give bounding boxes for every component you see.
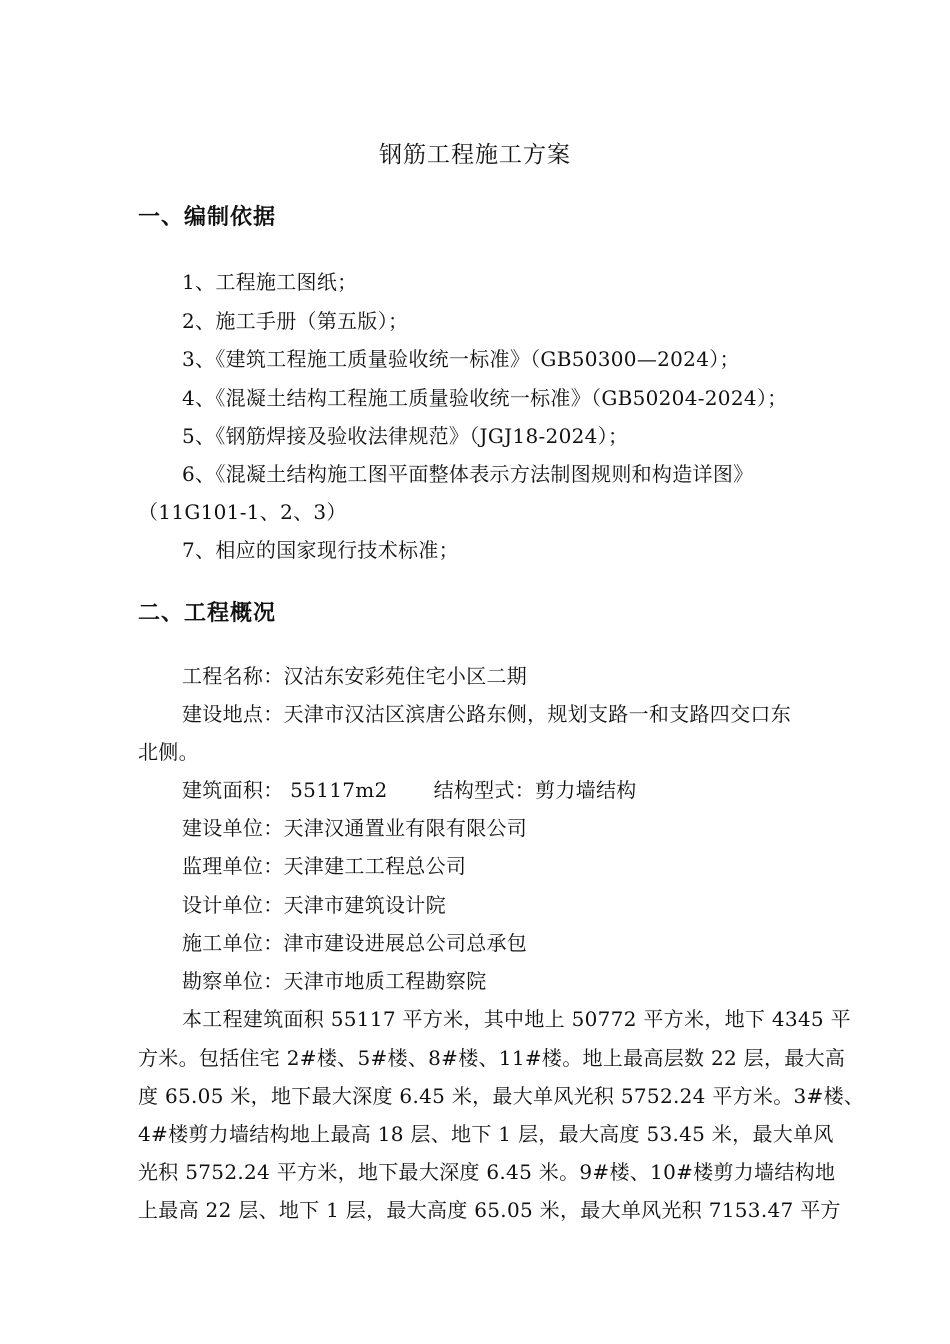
- description-line: 度 65.05 米，地下最大深度 6.45 米，最大单风光积 5752.24 平方米。3#楼、: [138, 1084, 865, 1108]
- area-and-structure: [182, 774, 637, 803]
- basis-item: 3、《建筑工程施工质量验收统一标准》（GB50300—2024）；: [182, 347, 740, 371]
- project-location-continued: 北侧。: [138, 740, 199, 764]
- basis-item: 7、相应的国家现行技术标准；: [182, 538, 459, 562]
- section-heading-overview: 二、工程概况: [138, 601, 277, 626]
- basis-item: 2、施工手册（第五版）；: [182, 309, 409, 333]
- design-unit: 设计单位：天津市建筑设计院: [182, 893, 446, 917]
- supervisor-unit: 监理单位：天津建工工程总公司: [182, 854, 467, 878]
- basis-item: 5、《钢筋焊接及验收法律规范》（JGJ18-2024）；: [182, 424, 629, 448]
- description-line: 本工程建筑面积 55117 平方米，其中地上 50772 平方米，地下 4345 平: [182, 1007, 851, 1031]
- basis-item: 1、工程施工图纸；: [182, 270, 358, 294]
- basis-item: 6、《混凝土结构施工图平面整体表示方法制图规则和构造详图》: [182, 462, 754, 486]
- description-line: 4#楼剪力墙结构地上最高 18 层、地下 1 层，最大高度 53.45 米，最大单风: [138, 1122, 834, 1146]
- description-line: 方米。包括住宅 2#楼、5#楼、8#楼、11#楼。地上最高层数 22 层，最大高: [138, 1046, 846, 1070]
- contractor-unit: 施工单位：津市建设进展总公司总承包: [182, 931, 528, 955]
- section-heading-basis: 一、编制依据: [138, 205, 277, 230]
- description-line: 光积 5752.24 平方米，地下最大深度 6.45 米。9#楼、10#楼剪力墙结构地: [138, 1160, 836, 1184]
- basis-item: 4、《混凝土结构工程施工质量验收统一标准》（GB50204-2024）；: [182, 386, 788, 410]
- description-line: 上最高 22 层、地下 1 层，最大高度 65.05 米，最大单风光积 7153.47 平方: [138, 1198, 841, 1222]
- structure-type: 结构型式：剪力墙结构: [433, 778, 637, 802]
- survey-unit: 勘察单位：天津市地质工程勘察院: [182, 969, 487, 993]
- project-name: 工程名称：汉沽东安彩苑住宅小区二期: [182, 664, 528, 688]
- project-location: 建设地点：天津市汉沽区滨唐公路东侧，规划支路一和支路四交口东: [182, 702, 791, 726]
- building-area: 建筑面积： 55117m2: [182, 778, 388, 802]
- basis-item-continued: （11G101-1、2、3）: [138, 500, 347, 524]
- owner-unit: 建设单位：天津汉通置业有限有限公司: [182, 816, 528, 840]
- document-title: 钢筋工程施工方案: [379, 142, 571, 168]
